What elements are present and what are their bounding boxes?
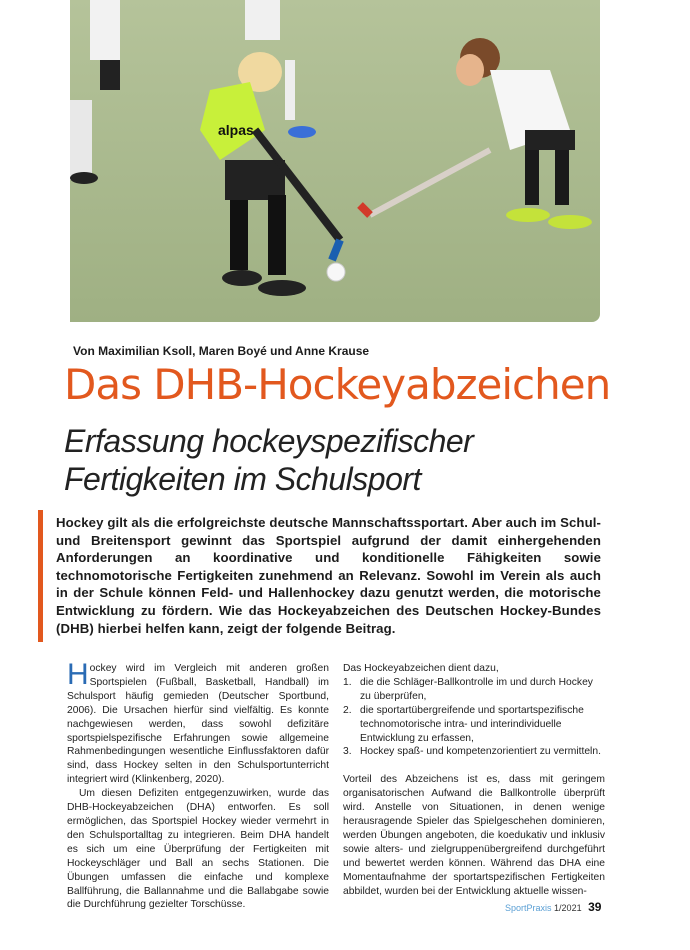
- article-authors: Von Maximilian Ksoll, Maren Boyé und Anne Krause: [73, 344, 370, 358]
- dropcap: H: [67, 658, 89, 691]
- purpose-list: [343, 676, 605, 759]
- hero-photo: [70, 0, 600, 322]
- article-lead: Hockey gilt als die erfolgreichste deutsche Mannschaftssportart. Aber auch im Schul- und Breitensport gewinnt das Sportspiel aufgrund der damit einhergehenden Anforderungen an koordinative und konditionelle Fähigkeiten sowie technomotorische Fertigkeiten zunehmend an Relevanz. Sowohl im Verein als auch in der Schule können Feld- und Hallenhockey dazu genutzt werden, die motorische Entwicklung zu fördern. Wie das Hockeyabzeichen des Deutschen Hockey-Bundes (DHB) hierbei helfen kann, zeigt der folgende Beitrag.: [56, 515, 601, 636]
- hockey-players-illustration: [70, 0, 600, 322]
- page-footer: [505, 900, 601, 914]
- spacer: [343, 759, 605, 773]
- list-item-text: Hockey spaß- und kompetenzorientiert zu vermitteln.: [360, 746, 601, 758]
- list-item-number: 2.: [343, 704, 352, 716]
- issue-number: 1/2021: [554, 903, 582, 913]
- page-number: 39: [588, 900, 602, 914]
- list-item-text: die die Schläger-Ballkontrolle im und durch Hockey zu überprüfen,: [360, 676, 593, 702]
- list-item: [343, 704, 605, 746]
- left-paragraph-1: [67, 658, 329, 787]
- list-item: [343, 745, 605, 759]
- right-intro: Das Hockeyabzeichen dient dazu,: [343, 663, 499, 674]
- list-item-number: 1.: [343, 676, 352, 688]
- left-column: [67, 658, 329, 912]
- list-item-text: die sportartübergreifende und sportartspezifische technomotorische intra- und interindividuelle Entwicklung zu erfassen,: [360, 704, 584, 744]
- right-paragraph-2: Vorteil des Abzeichens ist es, dass mit geringem organisatorischen Aufwand die Ballkontrolle überprüft wird. Anstelle von Situationen, in denen wenige herausragende Spieler das Spielgeschehen dominieren, werden Übungen angeboten, die koedukativ und inklusiv sowie alters- und zielgruppenübergreifend durchgeführt und bewertet werden können. Während das DHA eine Momentaufnahme der sportartspezifischen Fertigkeiten abbildet, wurden bei der Entwicklung aktuelle wissen-: [343, 774, 605, 897]
- magazine-name: SportPraxis: [505, 903, 552, 913]
- right-column: [343, 662, 605, 899]
- vest-logo: alpas: [218, 122, 254, 138]
- left-paragraph-2: Um diesen Defiziten entgegenzuwirken, wurde das DHB-Hockeyabzeichen (DHA) entworfen. Es soll ermöglichen, das Sportspiel Hockey wieder vermehrt in den Schulsportalltag zu integrieren. Beim DHA handelt es sich um eine Überprüfung der Fertigkeiten mit Hockeyschläger und Ball an sechs Stationen. Die Übungen umfassen die einfache und komplexe Ballführung, die Ballannahme und die Ballabgabe sowie die Durchführung gezielter Torschüsse.: [67, 788, 329, 911]
- article-subtitle: Erfassung hockeyspezifischer Fertigkeiten im Schulsport: [64, 423, 474, 497]
- list-item-number: 3.: [343, 746, 352, 758]
- article-title: Das DHB-Hockeyabzeichen: [64, 360, 611, 409]
- list-item: [343, 676, 605, 704]
- lead-accent-bar: [38, 510, 43, 642]
- left-paragraph-1-text: ockey wird im Vergleich mit anderen großen Sportspielen (Fußball, Basketball, Handball) im Schulsport häufig gemieden (Deutscher Sportbund, 2006). Die Ursachen hierfür sind vielfältig. Es konnte nachgewiesen werden, dass sowohl defizitäre sportspielspezifische Erfahrungen sowie allgemeine Rahmenbedingungen wesentliche Einflussfaktoren dafür sind, dass Hockey selten in den Schulsportunterricht integriert wird (Klinkenberg, 2020).: [67, 663, 329, 786]
